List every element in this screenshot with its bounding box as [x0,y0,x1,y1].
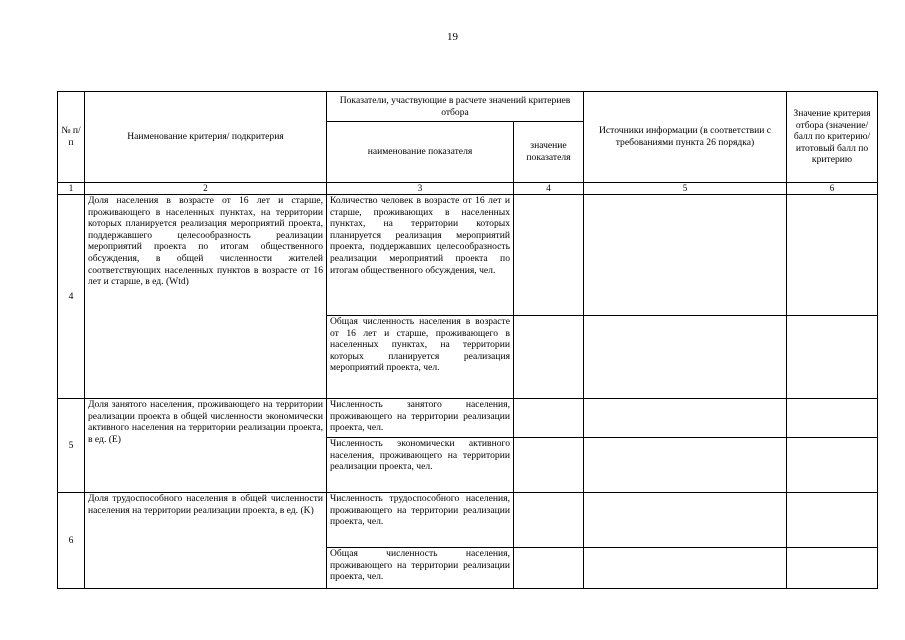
indicator-value-cell [514,316,584,399]
row-number: 4 [58,195,85,399]
criterion-name: Доля трудоспособного населения в общей численности населения на территории реализации проекта, в ед. (K) [85,493,327,589]
indicator-name: Численность трудоспособного населения, проживающего на территории реализации проекта, чел. [327,493,514,548]
score-cell [787,493,878,548]
header-indicators: Показатели, участвующие в расчете значений критериев отбора [327,92,584,122]
header-criterion-name: Наименование критерия/ подкритерия [85,92,327,183]
column-number: 1 [58,183,85,195]
score-cell [787,195,878,316]
column-number: 6 [787,183,878,195]
header-row [58,92,878,122]
criterion-name: Доля населения в возрасте от 16 лет и старше, проживающего в населенных пунктах, на территории которых планируется реализация мероприятий проекта, поддержавшего целесообразность реализации мероприятий проекта по итогам общественного обсуждения, в общей численности жителей соответствующих населенных пунктов в возрасте от 16 лет и старше, в ед. (Wtd) [85,195,327,399]
header-sources: Источники информации (в соответствии с требованиями пункта 26 порядка) [584,92,787,183]
column-number-row [58,183,878,195]
source-cell [584,316,787,399]
row-number: 5 [58,399,85,493]
score-cell [787,438,878,493]
header-indicator-name: наименование показателя [327,122,514,183]
indicator-name: Численность занятого населения, проживающего на территории реализации проекта, чел. [327,399,514,438]
indicator-value-cell [514,493,584,548]
source-cell [584,438,787,493]
indicator-value-cell [514,548,584,589]
column-number: 5 [584,183,787,195]
header-score: Значение критерия отбора (значение/ балл по критерию/ итотовый балл по критерию [787,92,878,183]
table-row [58,195,878,316]
source-cell [584,195,787,316]
indicator-value-cell [514,399,584,438]
source-cell [584,548,787,589]
score-cell [787,548,878,589]
column-number: 4 [514,183,584,195]
indicator-name: Общая численность населения в возрасте от 16 лет и старше, проживающего в населенных пунктах, на территории которых планируется реализация мероприятий проекта, чел. [327,316,514,399]
indicator-name: Количество человек в возрасте от 16 лет и старше, проживающих в населенных пунктах, на территории которых планируется реализация мероприятий проекта, поддержавших целесообразность реализации мероприятий проекта по итогам общественного обсуждения, чел. [327,195,514,316]
source-cell [584,399,787,438]
page-number: 19 [447,31,458,43]
indicator-name: Общая численность населения, проживающего на территории реализации проекта, чел. [327,548,514,589]
indicator-value-cell [514,195,584,316]
table-row [58,493,878,548]
source-cell [584,493,787,548]
column-number: 2 [85,183,327,195]
indicator-name: Численность экономически активного населения, проживающего на территории реализации проекта, чел. [327,438,514,493]
criterion-name: Доля занятого населения, проживающего на территории реализации проекта в общей численности экономически активного населения на территории реализации проекта, в ед. (E) [85,399,327,493]
score-cell [787,399,878,438]
column-number: 3 [327,183,514,195]
row-number: 6 [58,493,85,589]
header-num: № п/п [58,92,85,183]
criteria-table [57,91,878,589]
header-indicator-value: значение показателя [514,122,584,183]
table-row [58,399,878,438]
score-cell [787,316,878,399]
indicator-value-cell [514,438,584,493]
